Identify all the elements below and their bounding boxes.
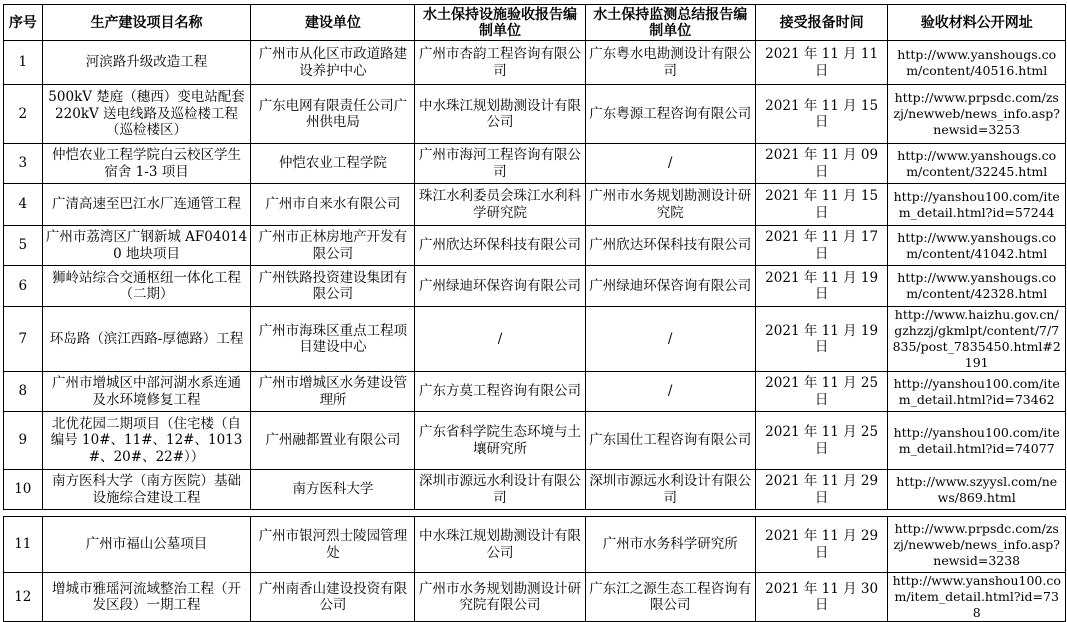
- cell-date: 2021 年 11 月 25 日: [755, 372, 888, 412]
- cell-monitoring-unit: /: [585, 372, 755, 412]
- cell-acceptance-unit: 广州市海河工程咨询有限公司: [415, 144, 585, 184]
- col-header-acceptance-unit: 水土保持设施验收报告编制单位: [415, 5, 585, 41]
- cell-acceptance-unit: 广东方莫工程咨询有限公司: [415, 372, 585, 412]
- cell-monitoring-unit: 广州欣达环保科技有限公司: [585, 226, 755, 266]
- cell-date: 2021 年 11 月 29 日: [755, 517, 888, 573]
- cell-project-name: 广州市荔湾区广钢新城 AF040140 地块项目: [42, 226, 251, 266]
- table-row: [4, 573, 1066, 622]
- cell-date: 2021 年 11 月 30 日: [755, 573, 888, 622]
- cell-date: 2021 年 11 月 19 日: [755, 266, 888, 307]
- cell-project-name: 广州市福山公墓项目: [42, 517, 251, 573]
- cell-date: 2021 年 11 月 11 日: [755, 41, 888, 85]
- table-row: [4, 85, 1066, 144]
- header-row: [4, 5, 1066, 41]
- cell-no: 6: [4, 266, 43, 307]
- cell-project-name: 500kV 楚庭（穗西）变电站配套 220kV 送电线路及巡检楼工程（巡检楼区）: [42, 85, 251, 144]
- cell-date: 2021 年 11 月 25 日: [755, 412, 888, 470]
- cell-no: 7: [4, 307, 43, 372]
- cell-no: 12: [4, 573, 43, 622]
- cell-date: 2021 年 11 月 09 日: [755, 144, 888, 184]
- cell-no: 1: [4, 41, 43, 85]
- cell-acceptance-unit: 广州市水务规划勘测设计研究院有限公司: [415, 573, 585, 622]
- col-header-no: 序号: [4, 5, 43, 41]
- cell-no: 8: [4, 372, 43, 412]
- table-row: [4, 41, 1066, 85]
- cell-no: 11: [4, 517, 43, 573]
- table-row: [4, 412, 1066, 470]
- cell-monitoring-unit: 广东粤源工程咨询有限公司: [585, 85, 755, 144]
- cell-no: 10: [4, 470, 43, 510]
- col-header-monitoring-unit: 水土保持监测总结报告编制单位: [585, 5, 755, 41]
- cell-date: 2021 年 11 月 19 日: [755, 307, 888, 372]
- cell-url[interactable]: http://yanshou100.com/item_detail.html?id=57244: [888, 184, 1066, 226]
- cell-date: 2021 年 11 月 29 日: [755, 470, 888, 510]
- filing-table-part2: [3, 516, 1066, 622]
- cell-project-name: 狮岭站综合交通枢纽一体化工程（二期）: [42, 266, 251, 307]
- cell-project-name: 增城市雅瑶河流域整治工程（开发区段）一期工程: [42, 573, 251, 622]
- cell-date: 2021 年 11 月 17 日: [755, 226, 888, 266]
- cell-builder: 广州市增城区水务建设管理所: [251, 372, 415, 412]
- cell-monitoring-unit: 广东粤水电勘测设计有限公司: [585, 41, 755, 85]
- cell-acceptance-unit: 广东省科学院生态环境与土壤研究所: [415, 412, 585, 470]
- table-row: [4, 470, 1066, 510]
- cell-url[interactable]: http://yanshou100.com/item_detail.html?id=74077: [888, 412, 1066, 470]
- table-row: [4, 266, 1066, 307]
- cell-acceptance-unit: 广州欣达环保科技有限公司: [415, 226, 585, 266]
- filing-table-part1: [3, 4, 1066, 510]
- cell-acceptance-unit: 中水珠江规划勘测设计有限公司: [415, 85, 585, 144]
- col-header-builder: 建设单位: [251, 5, 415, 41]
- col-header-date: 接受报备时间: [755, 5, 888, 41]
- cell-monitoring-unit: /: [585, 307, 755, 372]
- cell-url[interactable]: http://www.haizhu.gov.cn/gzhzzj/gkmlpt/content/7/7835/post_7835450.html#2191: [888, 307, 1066, 372]
- cell-url[interactable]: http://www.yanshougs.com/content/40516.html: [888, 41, 1066, 85]
- cell-no: 4: [4, 184, 43, 226]
- cell-no: 2: [4, 85, 43, 144]
- cell-project-name: 南方医科大学（南方医院）基础设施综合建设工程: [42, 470, 251, 510]
- cell-monitoring-unit: 广东国仕工程咨询有限公司: [585, 412, 755, 470]
- cell-no: 9: [4, 412, 43, 470]
- cell-project-name: 广州市增城区中部河湖水系连通及水环境修复工程: [42, 372, 251, 412]
- cell-project-name: 仲恺农业工程学院白云校区学生宿舍 1-3 项目: [42, 144, 251, 184]
- table-row: [4, 144, 1066, 184]
- cell-builder: 广州市银河烈士陵园管理处: [251, 517, 415, 573]
- cell-project-name: 环岛路（滨江西路-厚德路）工程: [42, 307, 251, 372]
- cell-acceptance-unit: 中水珠江规划勘测设计有限公司: [415, 517, 585, 573]
- table-row: [4, 372, 1066, 412]
- cell-builder: 广州市海珠区重点工程项目建设中心: [251, 307, 415, 372]
- cell-acceptance-unit: 珠江水利委员会珠江水利科学研究院: [415, 184, 585, 226]
- cell-monitoring-unit: /: [585, 144, 755, 184]
- cell-acceptance-unit: /: [415, 307, 585, 372]
- cell-project-name: 河滨路升级改造工程: [42, 41, 251, 85]
- cell-builder: 广州市正林房地产开发有限公司: [251, 226, 415, 266]
- cell-acceptance-unit: 广州绿迪环保咨询有限公司: [415, 266, 585, 307]
- cell-url[interactable]: http://yanshou100.com/item_detail.html?id=73462: [888, 372, 1066, 412]
- col-header-url: 验收材料公开网址: [888, 5, 1066, 41]
- table-row: [4, 184, 1066, 226]
- table-row: [4, 517, 1066, 573]
- cell-url[interactable]: http://www.yanshou100.com/item_detail.html?id=738: [888, 573, 1066, 622]
- cell-no: 5: [4, 226, 43, 266]
- table-row: [4, 307, 1066, 372]
- cell-no: 3: [4, 144, 43, 184]
- cell-builder: 广州南香山建设投资有限公司: [251, 573, 415, 622]
- cell-date: 2021 年 11 月 15 日: [755, 85, 888, 144]
- cell-url[interactable]: http://www.yanshougs.com/content/32245.html: [888, 144, 1066, 184]
- cell-project-name: 北优花园二期项目（住宅楼（自编号 10#、11#、12#、1013#、20#、22#））: [42, 412, 251, 470]
- cell-monitoring-unit: 广州市水务规划勘测设计研究院: [585, 184, 755, 226]
- cell-builder: 广州融都置业有限公司: [251, 412, 415, 470]
- cell-builder: 南方医科大学: [251, 470, 415, 510]
- cell-date: 2021 年 11 月 15 日: [755, 184, 888, 226]
- cell-acceptance-unit: 深圳市源远水利设计有限公司: [415, 470, 585, 510]
- cell-project-name: 广清高速至巴江水厂连通管工程: [42, 184, 251, 226]
- cell-builder: 广东电网有限责任公司广州供电局: [251, 85, 415, 144]
- cell-monitoring-unit: 广州绿迪环保咨询有限公司: [585, 266, 755, 307]
- cell-builder: 广州市从化区市政道路建设养护中心: [251, 41, 415, 85]
- cell-url[interactable]: http://www.szyysl.com/news/869.html: [888, 470, 1066, 510]
- cell-builder: 广州铁路投资建设集团有限公司: [251, 266, 415, 307]
- col-header-project-name: 生产建设项目名称: [42, 5, 251, 41]
- cell-url[interactable]: http://www.yanshougs.com/content/42328.html: [888, 266, 1066, 307]
- cell-url[interactable]: http://www.prpsdc.com/zszj/newweb/news_info.asp?newsid=3253: [888, 85, 1066, 144]
- cell-url[interactable]: http://www.yanshougs.com/content/41042.html: [888, 226, 1066, 266]
- table-row: [4, 226, 1066, 266]
- cell-monitoring-unit: 广东江之源生态工程咨询有限公司: [585, 573, 755, 622]
- cell-monitoring-unit: 广州市水务科学研究所: [585, 517, 755, 573]
- cell-builder: 广州市自来水有限公司: [251, 184, 415, 226]
- cell-builder: 仲恺农业工程学院: [251, 144, 415, 184]
- cell-monitoring-unit: 深圳市源远水利设计有限公司: [585, 470, 755, 510]
- cell-url[interactable]: http://www.prpsdc.com/zszj/newweb/news_info.asp?newsid=3238: [888, 517, 1066, 573]
- cell-acceptance-unit: 广州市杏韵工程咨询有限公司: [415, 41, 585, 85]
